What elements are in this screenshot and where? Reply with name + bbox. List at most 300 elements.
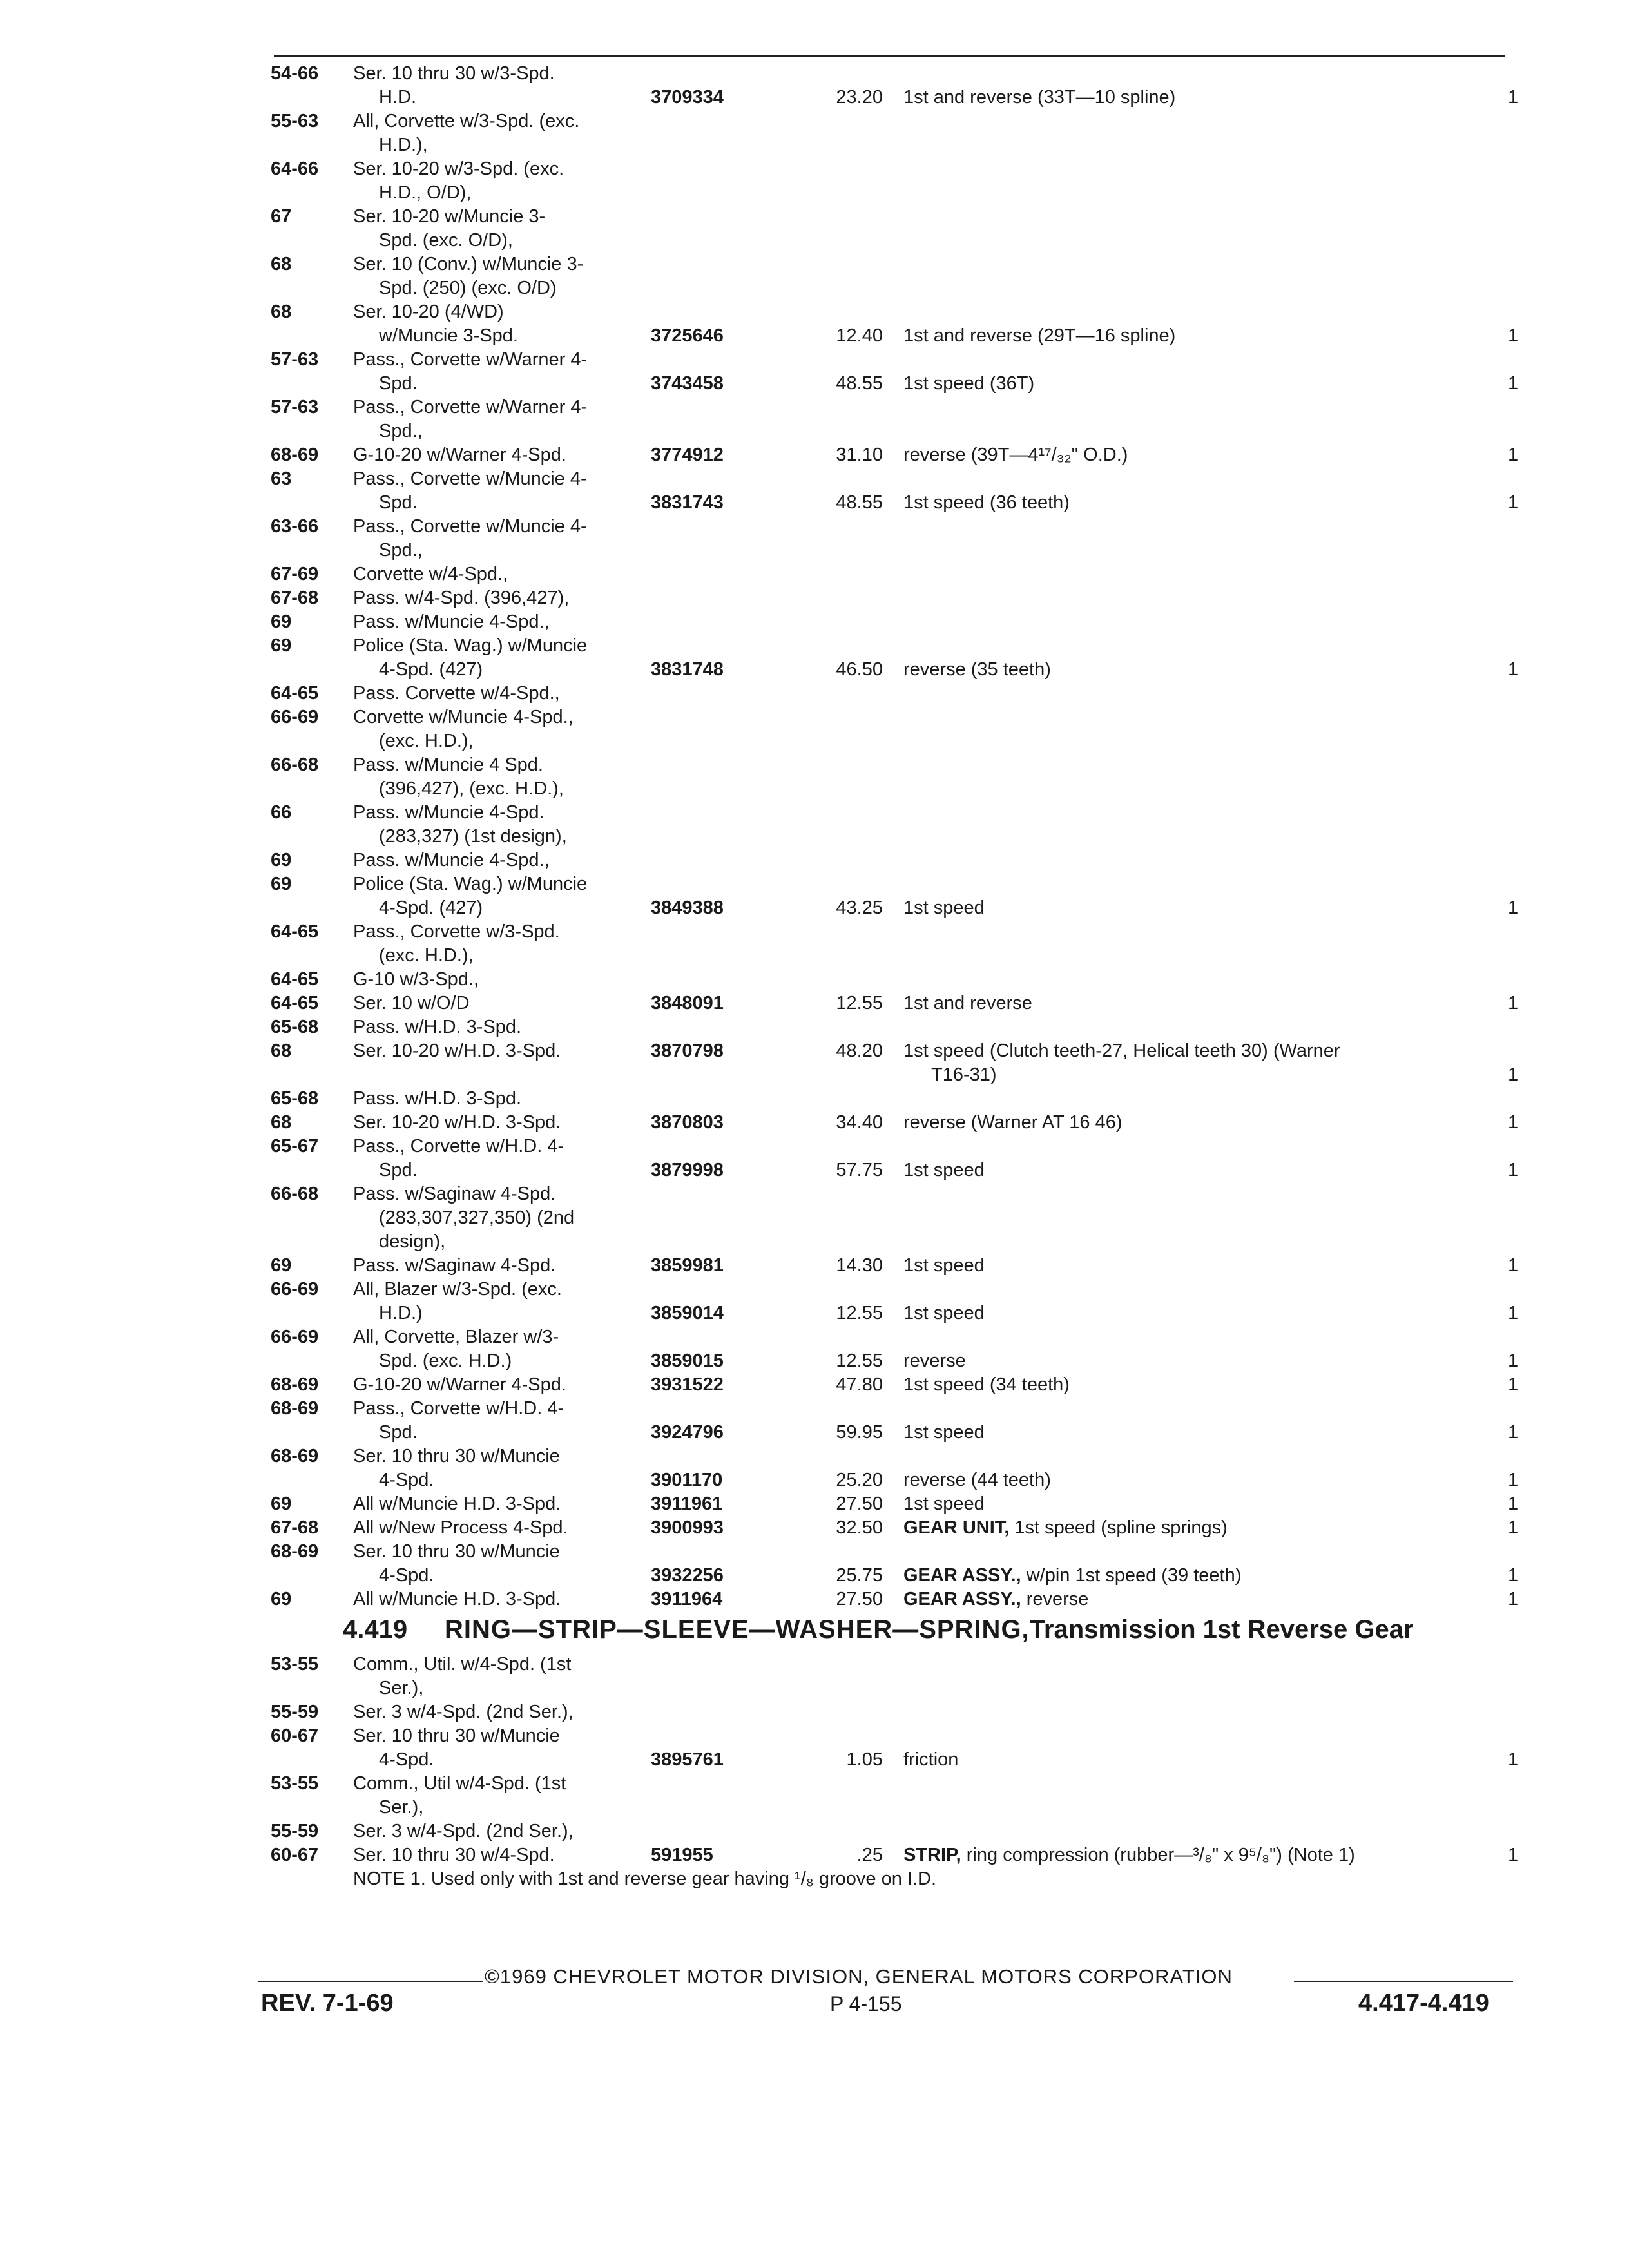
application: H.D.), — [379, 135, 428, 155]
part-number: 3848091 — [651, 993, 724, 1014]
table-row — [0, 1564, 1629, 1588]
quantity: 1 — [1508, 1160, 1519, 1180]
part-number: 3911964 — [651, 1589, 723, 1610]
table-row — [0, 1748, 1629, 1772]
description: GEAR ASSY., w/pin 1st speed (39 teeth) — [903, 1565, 1242, 1586]
application: Spd. — [379, 1422, 418, 1443]
description-heading: STRIP, — [903, 1845, 961, 1865]
application: Pass. w/Muncie 4-Spd., — [353, 850, 550, 870]
quantity: 1 — [1508, 1470, 1519, 1490]
model-year: 69 — [271, 1589, 292, 1610]
part-number: 3859015 — [651, 1350, 724, 1371]
part-number: 591955 — [651, 1845, 713, 1865]
table-row — [0, 1468, 1629, 1492]
model-year: 60-67 — [271, 1845, 319, 1865]
part-number: 3900993 — [651, 1517, 724, 1538]
table-row — [0, 586, 1629, 610]
price: 34.40 — [836, 1112, 883, 1133]
model-year: 66-69 — [271, 1327, 319, 1347]
model-year: 68-69 — [271, 445, 319, 465]
application: Spd., — [379, 421, 423, 441]
part-number: 3709334 — [651, 87, 724, 108]
application: All w/Muncie H.D. 3-Spd. — [353, 1494, 561, 1514]
application: All, Corvette, Blazer w/3- — [353, 1327, 559, 1347]
application: Corvette w/Muncie 4-Spd., — [353, 707, 574, 727]
description: 1st and reverse — [903, 993, 1032, 1014]
application: (exc. H.D.), — [379, 945, 474, 966]
description-heading: GEAR ASSY., — [903, 1565, 1021, 1586]
table-row — [0, 324, 1629, 348]
parts-list — [0, 62, 1629, 1891]
quantity: 1 — [1508, 1494, 1519, 1514]
description: friction — [903, 1749, 959, 1770]
model-year: 67 — [271, 206, 292, 227]
model-year: 68 — [271, 1041, 292, 1061]
description: GEAR UNIT, 1st speed (spline springs) — [903, 1517, 1228, 1538]
application: All, Blazer w/3-Spd. (exc. — [353, 1279, 562, 1300]
table-row — [0, 706, 1629, 729]
price: 14.30 — [836, 1255, 883, 1276]
description: 1st speed — [903, 1303, 985, 1323]
part-number: 3901170 — [651, 1470, 723, 1490]
table-row — [0, 777, 1629, 801]
description: 1st speed — [903, 1160, 985, 1180]
table-row — [0, 515, 1629, 539]
application: Spd. (exc. O/D), — [379, 230, 513, 251]
part-number: 3831743 — [651, 492, 724, 513]
table-row — [0, 872, 1629, 896]
quantity: 1 — [1508, 1255, 1519, 1276]
section-header — [0, 1611, 1629, 1653]
model-year: 63 — [271, 468, 292, 489]
application: design), — [379, 1231, 446, 1252]
table-row — [0, 396, 1629, 419]
model-year: 69 — [271, 874, 292, 894]
table-row — [0, 133, 1629, 157]
application: Pass. w/Muncie 4-Spd. — [353, 802, 545, 823]
table-row — [0, 1111, 1629, 1135]
application: Ser. 10-20 w/H.D. 3-Spd. — [353, 1041, 561, 1061]
description: STRIP, ring compression (rubber—³/₈" x 9⁵/₈") (Note 1) — [903, 1845, 1355, 1865]
table-row — [0, 1230, 1629, 1254]
table-row — [0, 896, 1629, 920]
quantity: 1 — [1508, 1064, 1519, 1085]
model-year: 57-63 — [271, 397, 319, 418]
price: 25.20 — [836, 1470, 883, 1490]
table-row — [0, 1724, 1629, 1748]
description: reverse (39T—4¹⁷/₃₂" O.D.) — [903, 445, 1128, 465]
application: G-10 w/3-Spd., — [353, 969, 479, 990]
application: 4-Spd. — [379, 1470, 434, 1490]
table-row — [0, 1349, 1629, 1373]
model-year: 64-65 — [271, 683, 319, 704]
application: Pass. Corvette w/4-Spd., — [353, 683, 560, 704]
price: 23.20 — [836, 87, 883, 108]
model-year: 64-65 — [271, 969, 319, 990]
description: 1st speed — [903, 1494, 985, 1514]
description: 1st speed — [903, 1255, 985, 1276]
application: Spd. — [379, 1160, 418, 1180]
application: (exc. H.D.), — [379, 731, 474, 751]
application: H.D., O/D), — [379, 182, 472, 203]
part-number: 3870803 — [651, 1112, 724, 1133]
application: 4-Spd. (427) — [379, 898, 483, 918]
model-year: 68-69 — [271, 1398, 319, 1419]
description: 1st speed — [903, 898, 985, 918]
price: 1.05 — [846, 1749, 883, 1770]
quantity: 1 — [1508, 325, 1519, 346]
application: Police (Sta. Wag.) w/Muncie — [353, 874, 588, 894]
quantity: 1 — [1508, 1350, 1519, 1371]
application: Comm., Util w/4-Spd. (1st — [353, 1773, 566, 1794]
table-row — [0, 1373, 1629, 1397]
table-row — [0, 1843, 1629, 1867]
table-row — [0, 1206, 1629, 1230]
model-year: 69 — [271, 1255, 292, 1276]
table-row — [0, 992, 1629, 1015]
model-year: 68 — [271, 302, 292, 322]
price: 25.75 — [836, 1565, 883, 1586]
table-row — [0, 801, 1629, 825]
top-rule — [274, 55, 1505, 57]
price: 59.95 — [836, 1422, 883, 1443]
model-year: 66-69 — [271, 1279, 319, 1300]
table-row — [0, 1158, 1629, 1182]
model-year: 53-55 — [271, 1773, 319, 1794]
table-row — [0, 729, 1629, 753]
description: 1st speed (36T) — [903, 373, 1035, 394]
page-number: P 4-155 — [830, 1992, 902, 2015]
quantity: 1 — [1508, 1303, 1519, 1323]
price: 27.50 — [836, 1589, 883, 1610]
model-year: 69 — [271, 635, 292, 656]
application: Ser. 10-20 (4/WD) — [353, 302, 504, 322]
model-year: 55-63 — [271, 111, 319, 131]
table-row — [0, 1278, 1629, 1302]
model-year: 66-68 — [271, 754, 319, 775]
model-year: 64-65 — [271, 993, 319, 1014]
application: Ser. 10-20 w/Muncie 3- — [353, 206, 546, 227]
application: Ser. 10 (Conv.) w/Muncie 3- — [353, 254, 584, 274]
application: Spd. (exc. H.D.) — [379, 1350, 512, 1371]
table-row — [0, 1397, 1629, 1421]
table-row — [0, 276, 1629, 300]
application: Ser. 10 thru 30 w/4-Spd. — [353, 1845, 555, 1865]
table-row — [0, 1182, 1629, 1206]
part-number: 3849388 — [651, 898, 724, 918]
application: Pass. w/Muncie 4 Spd. — [353, 754, 543, 775]
table-row — [0, 920, 1629, 944]
price: 57.75 — [836, 1160, 883, 1180]
quantity: 1 — [1508, 445, 1519, 465]
application: Ser. 10 thru 30 w/Muncie — [353, 1541, 560, 1562]
quantity: 1 — [1508, 1565, 1519, 1586]
application: Pass. w/4-Spd. (396,427), — [353, 588, 570, 608]
part-number: 3911961 — [651, 1494, 723, 1514]
application: Ser. 10 thru 30 w/3-Spd. — [353, 63, 555, 84]
application: All, Corvette w/3-Spd. (exc. — [353, 111, 580, 131]
table-row — [0, 1135, 1629, 1158]
application: Ser.), — [379, 1678, 424, 1698]
table-row — [0, 419, 1629, 443]
table-row — [0, 1302, 1629, 1325]
application: 4-Spd. — [379, 1749, 434, 1770]
table-row — [0, 1653, 1629, 1677]
table-row — [0, 1820, 1629, 1843]
note-text: NOTE 1. Used only with 1st and reverse gear having ¹/₈ groove on I.D. — [353, 1869, 937, 1889]
table-row — [0, 1588, 1629, 1611]
table-row — [0, 491, 1629, 515]
price: .25 — [856, 1845, 883, 1865]
application: Spd., — [379, 540, 423, 561]
section-subtitle: Transmission 1st Reverse Gear — [1029, 1615, 1414, 1644]
model-year: 57-63 — [271, 349, 319, 370]
application: Pass., Corvette w/Warner 4- — [353, 349, 588, 370]
application: Pass., Corvette w/Warner 4- — [353, 397, 588, 418]
part-number: 3774912 — [651, 445, 724, 465]
application: Pass. w/H.D. 3-Spd. — [353, 1017, 522, 1037]
description: reverse (35 teeth) — [903, 659, 1051, 680]
part-number: 3924796 — [651, 1422, 724, 1443]
table-row — [0, 1540, 1629, 1564]
table-row — [0, 658, 1629, 682]
table-row — [0, 300, 1629, 324]
model-year: 64-65 — [271, 921, 319, 942]
description: reverse (Warner AT 16 46) — [903, 1112, 1123, 1133]
table-row — [0, 1700, 1629, 1724]
part-number: 3870798 — [651, 1041, 724, 1061]
application: Spd. — [379, 492, 418, 513]
part-number: 3859014 — [651, 1303, 724, 1323]
table-row — [0, 1087, 1629, 1111]
quantity: 1 — [1508, 1845, 1519, 1865]
description: reverse — [903, 1350, 966, 1371]
footer-rule-right — [1294, 1981, 1513, 1982]
quantity: 1 — [1508, 1749, 1519, 1770]
table-row — [0, 682, 1629, 706]
table-row — [0, 229, 1629, 253]
application: H.D. — [379, 87, 416, 108]
part-number: 3931522 — [651, 1374, 724, 1395]
price: 43.25 — [836, 898, 883, 918]
model-year: 65-68 — [271, 1088, 319, 1109]
table-row — [0, 1039, 1629, 1063]
application: Pass., Corvette w/H.D. 4- — [353, 1398, 564, 1419]
description-heading: GEAR UNIT, — [903, 1517, 1010, 1538]
application: Ser. 10-20 w/H.D. 3-Spd. — [353, 1112, 561, 1133]
description-heading: GEAR ASSY., — [903, 1589, 1021, 1610]
section-title: RING—STRIP—SLEEVE—WASHER—SPRING, Transmission 1st Reverse Gear — [445, 1615, 1414, 1644]
price: 46.50 — [836, 659, 883, 680]
application: Ser. 10 thru 30 w/Muncie — [353, 1446, 560, 1466]
quantity: 1 — [1508, 373, 1519, 394]
table-row — [0, 634, 1629, 658]
model-year: 68-69 — [271, 1541, 319, 1562]
model-year: 64-66 — [271, 159, 319, 179]
application: 4-Spd. (427) — [379, 659, 483, 680]
quantity: 1 — [1508, 492, 1519, 513]
table-row — [0, 1796, 1629, 1820]
application: 4-Spd. — [379, 1565, 434, 1586]
table-row — [0, 157, 1629, 181]
table-row — [0, 539, 1629, 562]
table-row — [0, 1015, 1629, 1039]
part-number: 3895761 — [651, 1749, 724, 1770]
model-year: 68-69 — [271, 1446, 319, 1466]
table-row — [0, 1492, 1629, 1516]
table-row — [0, 1254, 1629, 1278]
model-year: 68 — [271, 254, 292, 274]
model-year: 67-69 — [271, 564, 319, 584]
section-range: 4.417-4.419 — [1358, 1990, 1489, 2017]
table-row — [0, 181, 1629, 205]
quantity: 1 — [1508, 993, 1519, 1014]
price: 12.55 — [836, 993, 883, 1014]
price: 48.55 — [836, 373, 883, 394]
table-row — [0, 610, 1629, 634]
application: Ser.), — [379, 1797, 424, 1818]
part-number: 3831748 — [651, 659, 724, 680]
model-year: 55-59 — [271, 1821, 319, 1841]
part-number: 3743458 — [651, 373, 724, 394]
quantity: 1 — [1508, 1422, 1519, 1443]
model-year: 69 — [271, 611, 292, 632]
model-year: 69 — [271, 850, 292, 870]
model-year: 55-59 — [271, 1702, 319, 1722]
description: T16-31) — [931, 1064, 997, 1085]
table-row — [0, 1445, 1629, 1468]
model-year: 69 — [271, 1494, 292, 1514]
application: w/Muncie 3-Spd. — [379, 325, 518, 346]
application: Ser. 10 w/O/D — [353, 993, 470, 1014]
model-year: 67-68 — [271, 1517, 319, 1538]
table-row — [0, 1867, 1629, 1891]
application: G-10-20 w/Warner 4-Spd. — [353, 445, 566, 465]
model-year: 60-67 — [271, 1725, 319, 1746]
description: 1st speed — [903, 1422, 985, 1443]
description: GEAR ASSY., reverse — [903, 1589, 1089, 1610]
table-row — [0, 86, 1629, 110]
application: Ser. 10 thru 30 w/Muncie — [353, 1725, 560, 1746]
table-row — [0, 443, 1629, 467]
application: All w/New Process 4-Spd. — [353, 1517, 568, 1538]
table-row — [0, 944, 1629, 968]
table-row — [0, 110, 1629, 133]
quantity: 1 — [1508, 1589, 1519, 1610]
model-year: 66-69 — [271, 707, 319, 727]
price: 12.55 — [836, 1350, 883, 1371]
model-year: 68 — [271, 1112, 292, 1133]
application: Pass. w/Saginaw 4-Spd. — [353, 1255, 556, 1276]
application: Pass., Corvette w/H.D. 4- — [353, 1136, 564, 1157]
application: Police (Sta. Wag.) w/Muncie — [353, 635, 588, 656]
application: (283,327) (1st design), — [379, 826, 567, 847]
application: H.D.) — [379, 1303, 423, 1323]
application: Ser. 10-20 w/3-Spd. (exc. — [353, 159, 564, 179]
price: 32.50 — [836, 1517, 883, 1538]
table-row — [0, 825, 1629, 849]
table-row — [0, 253, 1629, 276]
part-number: 3725646 — [651, 325, 724, 346]
table-row — [0, 1063, 1629, 1087]
table-row — [0, 1516, 1629, 1540]
model-year: 65-68 — [271, 1017, 319, 1037]
table-row — [0, 1421, 1629, 1445]
description: 1st and reverse (29T—16 spline) — [903, 325, 1176, 346]
application: Spd. (250) (exc. O/D) — [379, 278, 557, 298]
table-row — [0, 348, 1629, 372]
footer-rule-left — [258, 1981, 483, 1982]
application: Pass. w/Muncie 4-Spd., — [353, 611, 550, 632]
quantity: 1 — [1508, 1374, 1519, 1395]
price: 12.55 — [836, 1303, 883, 1323]
table-row — [0, 467, 1629, 491]
table-row — [0, 205, 1629, 229]
model-year: 67-68 — [271, 588, 319, 608]
part-number: 3879998 — [651, 1160, 724, 1180]
application: Pass., Corvette w/Muncie 4- — [353, 516, 587, 537]
table-row — [0, 1325, 1629, 1349]
table-row — [0, 562, 1629, 586]
model-year: 68-69 — [271, 1374, 319, 1395]
model-year: 54-66 — [271, 63, 319, 84]
price: 48.55 — [836, 492, 883, 513]
application: G-10-20 w/Warner 4-Spd. — [353, 1374, 566, 1395]
table-row — [0, 968, 1629, 992]
model-year: 66-68 — [271, 1184, 319, 1204]
price: 31.10 — [836, 445, 883, 465]
model-year: 66 — [271, 802, 292, 823]
quantity: 1 — [1508, 1112, 1519, 1133]
description: 1st speed (36 teeth) — [903, 492, 1070, 513]
application: (396,427), (exc. H.D.), — [379, 778, 564, 799]
application: Corvette w/4-Spd., — [353, 564, 508, 584]
part-number: 3932256 — [651, 1565, 724, 1586]
application: Comm., Util. w/4-Spd. (1st — [353, 1654, 572, 1675]
quantity: 1 — [1508, 1517, 1519, 1538]
description: 1st speed (34 teeth) — [903, 1374, 1070, 1395]
table-row — [0, 62, 1629, 86]
table-row — [0, 753, 1629, 777]
application: Pass. w/H.D. 3-Spd. — [353, 1088, 522, 1109]
application: Pass., Corvette w/Muncie 4- — [353, 468, 587, 489]
application: Spd. — [379, 373, 418, 394]
model-year: 53-55 — [271, 1654, 319, 1675]
quantity: 1 — [1508, 87, 1519, 108]
model-year: 65-67 — [271, 1136, 319, 1157]
part-number: 3859981 — [651, 1255, 724, 1276]
application: Ser. 3 w/4-Spd. (2nd Ser.), — [353, 1821, 574, 1841]
quantity: 1 — [1508, 898, 1519, 918]
description: reverse (44 teeth) — [903, 1470, 1051, 1490]
quantity: 1 — [1508, 659, 1519, 680]
table-row — [0, 1772, 1629, 1796]
description: 1st and reverse (33T—10 spline) — [903, 87, 1176, 108]
copyright: ©1969 CHEVROLET MOTOR DIVISION, GENERAL MOTORS CORPORATION — [485, 1965, 1233, 1988]
application: (283,307,327,350) (2nd — [379, 1207, 575, 1228]
table-row — [0, 849, 1629, 872]
model-year: 63-66 — [271, 516, 319, 537]
description: 1st speed (Clutch teeth-27, Helical teeth 30) (Warner — [903, 1041, 1340, 1061]
application: Pass. w/Saginaw 4-Spd. — [353, 1184, 556, 1204]
table-row — [0, 1677, 1629, 1700]
price: 27.50 — [836, 1494, 883, 1514]
price: 12.40 — [836, 325, 883, 346]
price: 48.20 — [836, 1041, 883, 1061]
application: Ser. 3 w/4-Spd. (2nd Ser.), — [353, 1702, 574, 1722]
application: All w/Muncie H.D. 3-Spd. — [353, 1589, 561, 1610]
table-row — [0, 372, 1629, 396]
